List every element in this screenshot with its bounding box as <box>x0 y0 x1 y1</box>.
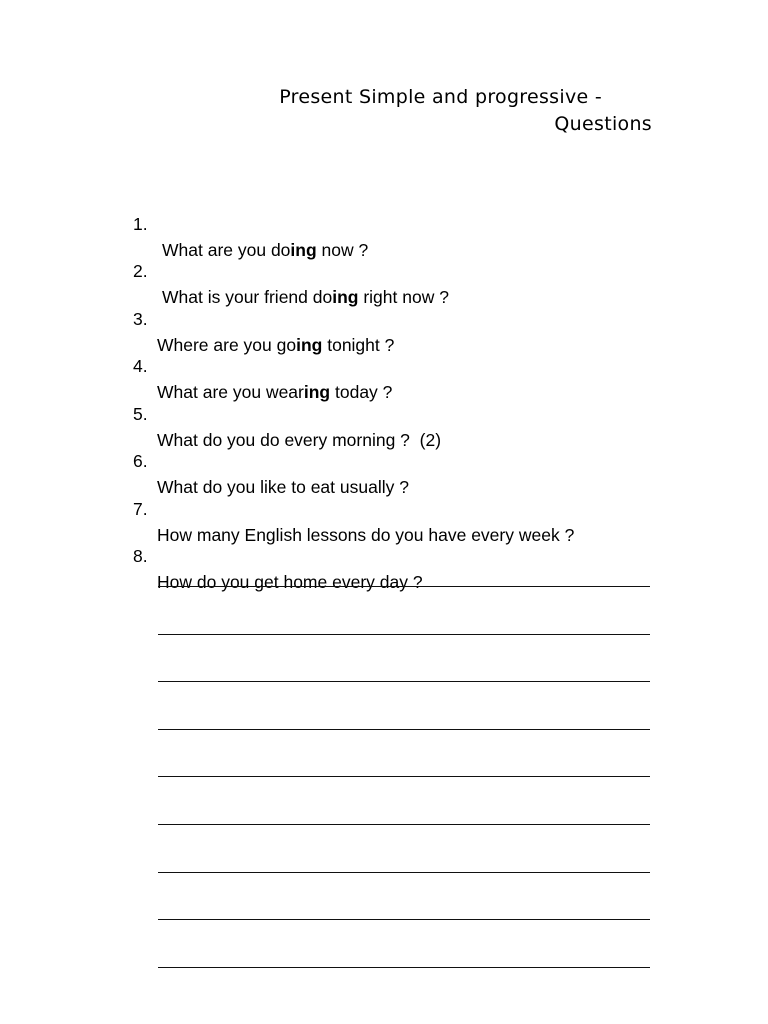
question-number: 8. <box>133 546 148 566</box>
answer-line <box>158 967 650 968</box>
answer-line <box>158 681 650 682</box>
answer-line <box>158 586 650 587</box>
title-line-2: Questions <box>554 113 652 135</box>
question-number: 1. <box>133 214 148 234</box>
question-item <box>0 375 700 450</box>
question-item <box>0 470 700 545</box>
question-number: 3. <box>133 309 148 329</box>
question-number: 4. <box>133 356 148 376</box>
question-text: What do you do every morning ? (2) <box>157 430 442 450</box>
question-item <box>0 280 700 355</box>
question-number: 7. <box>133 499 148 519</box>
question-text: What is your friend doing right now ? <box>162 287 449 307</box>
answer-line <box>158 776 650 777</box>
question-number: 2. <box>133 261 148 281</box>
question-item <box>0 517 700 592</box>
question-item <box>0 422 700 497</box>
answer-line <box>158 824 650 825</box>
question-text: What are you wearing today ? <box>157 382 393 402</box>
answer-line <box>158 919 650 920</box>
answer-line <box>158 729 650 730</box>
answer-line <box>158 872 650 873</box>
answer-line <box>158 634 650 635</box>
question-text: How do you get home every day ? <box>157 572 423 592</box>
worksheet-title <box>0 84 652 138</box>
title-line-1: Present Simple and progressive - <box>279 86 602 108</box>
question-text: What do you like to eat usually ? <box>157 477 409 497</box>
question-number: 6. <box>133 451 148 471</box>
question-text: What are you doing now ? <box>162 240 369 260</box>
question-item <box>0 185 700 260</box>
question-text: How many English lessons do you have every week ? <box>157 525 575 545</box>
question-text: Where are you going tonight ? <box>157 335 395 355</box>
question-item <box>0 327 700 402</box>
question-item <box>0 232 700 307</box>
question-number: 5. <box>133 404 148 424</box>
